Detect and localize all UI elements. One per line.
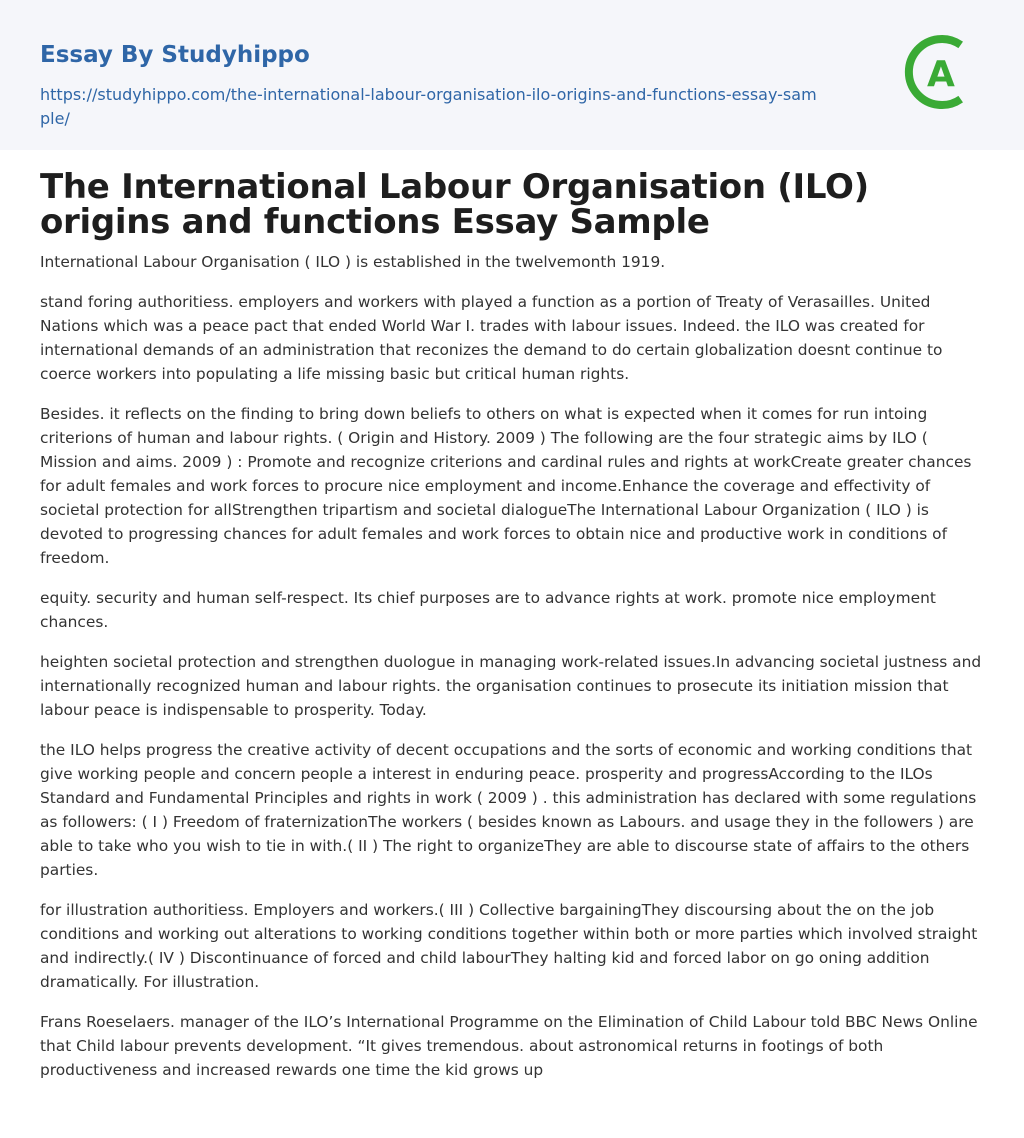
article-paragraph: Besides. it reflects on the finding to bring down beliefs to others on what is expected when it comes for run intoing criterions of human and labour rights. ( Origin and History. 2009 ) The following are the four strategic aims by ILO ( Mission and aims. 2009 ) : Promote and recognize criterions and cardinal rules and rights at workCreate greater chances for adult females and work forces to procure nice employment and income.Enhance the coverage and effectivity of societal protection for allStrengthen tripartism and societal dialogueThe International Labour Organization ( ILO ) is devoted to progressing chances for adult females and work forces to obtain nice and productive work in conditions of freedom.: [40, 405, 972, 567]
site-name[interactable]: Essay By Studyhippo: [40, 42, 310, 68]
article-paragraph: the ILO helps progress the creative activity of decent occupations and the sorts of economic and working conditions that give working people and concern people a interest in enduring peace. prosperity and progressAccording to the ILOs Standard and Fundamental Principles and rights in work ( 2009 ) . this administration has declared with some regulations as followers: ( I ) Freedom of fraternizationThe workers ( besides known as Labours. and usage they in the followers ) are able to take who you wish to tie in with.( II ) The right to organizeThey are able to discourse state of affairs to the others parties.: [40, 741, 977, 879]
article-paragraph: International Labour Organisation ( ILO ) is established in the twelvemonth 1919.: [40, 253, 666, 271]
article: [0, 150, 1024, 1082]
essay-url-link[interactable]: https://studyhippo.com/the-international-labour-organisation-ilo-origins-and-functions-essay-sample/: [40, 85, 817, 128]
article-paragraph: stand foring authoritiess. employers and workers with played a function as a portion of Treaty of Verasailles. United Nations which was a peace pact that ended World War I. trades with labour issues. Indeed. the ILO was created for international demands of an administration that reconizes the demand to do certain globalization doesnt continue to coerce workers into populating a life missing basic but critical human rights.: [40, 293, 943, 383]
site-header: [0, 0, 1024, 150]
logo-letter: A: [927, 54, 955, 95]
article-paragraph: Frans Roeselaers. manager of the ILO’s International Programme on the Elimination of Child Labour told BBC News Online that Child labour prevents development. “It gives tremendous. about astronomical returns in footings of both productiveness and increased rewards one time the kid grows up: [40, 1013, 978, 1079]
article-paragraph: equity. security and human self-respect. Its chief purposes are to advance rights at work. promote nice employment chances.: [40, 589, 936, 631]
studyhippo-logo-icon[interactable]: [900, 30, 984, 114]
article-paragraph: for illustration authoritiess. Employers and workers.( III ) Collective bargainingThey discoursing about the on the job conditions and working out alterations to working conditions together within both or more parties which involved straight and indirectly.( IV ) Discontinuance of forced and child labourThey halting kid and forced labor on go oning addition dramatically. For illustration.: [40, 901, 978, 991]
page-title: The International Labour Organisation (ILO) origins and functions Essay Sample: [40, 167, 869, 242]
article-paragraph: heighten societal protection and strengthen duologue in managing work-related issues.In advancing societal justness and internationally recognized human and labour rights. the organisation continues to prosecute its initiation mission that labour peace is indispensable to prosperity. Today.: [40, 653, 982, 719]
